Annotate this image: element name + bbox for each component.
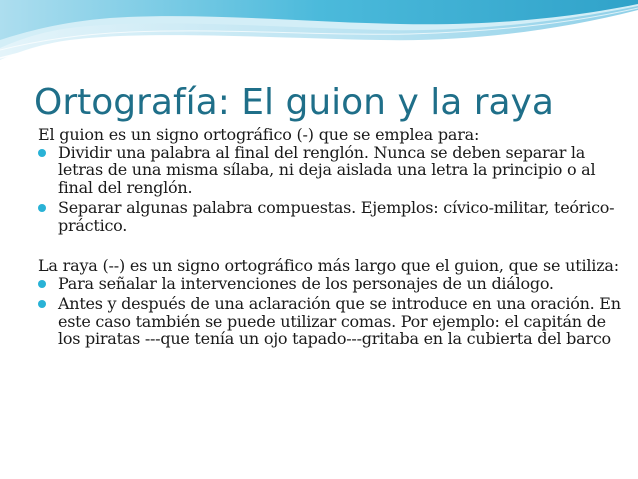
raya-intro: La raya (--) es un signo ortográfico más largo que el guion, que se utiliza:	[38, 256, 619, 275]
raya-bullet-list	[38, 275, 628, 348]
slide-body	[38, 126, 628, 351]
slide-title: Ortografía: El guion y la raya	[34, 82, 554, 123]
header-wave-decoration	[0, 0, 638, 90]
bullet-text: Antes y después de una aclaración que se introduce en una oración. En este caso también se puede utilizar comas. Por ejemplo: el capitán de los piratas ---que tenía un ojo tapado---gritaba en la cubierta del barco	[58, 294, 621, 348]
guion-intro: El guion es un signo ortográfico (-) que se emplea para:	[38, 125, 480, 144]
bullet-text: Dividir una palabra al final del renglón. Nunca se deben separar la letras de una misma sílaba, ni deja aislada una letra la principio o al final del renglón.	[58, 142, 596, 197]
bullet-icon	[38, 204, 46, 212]
list-item	[38, 199, 628, 234]
list-item	[38, 275, 628, 293]
bullet-text: Separar algunas palabra compuestas. Ejemplos: cívico-militar, teórico-práctico.	[58, 198, 615, 235]
list-item	[38, 144, 628, 197]
bullet-icon	[38, 280, 46, 288]
bullet-icon	[38, 300, 46, 308]
bullet-text: Para señalar la intervenciones de los personajes de un diálogo.	[58, 273, 554, 293]
list-item	[38, 295, 628, 348]
bullet-icon	[38, 149, 46, 157]
guion-bullet-list	[38, 144, 628, 235]
